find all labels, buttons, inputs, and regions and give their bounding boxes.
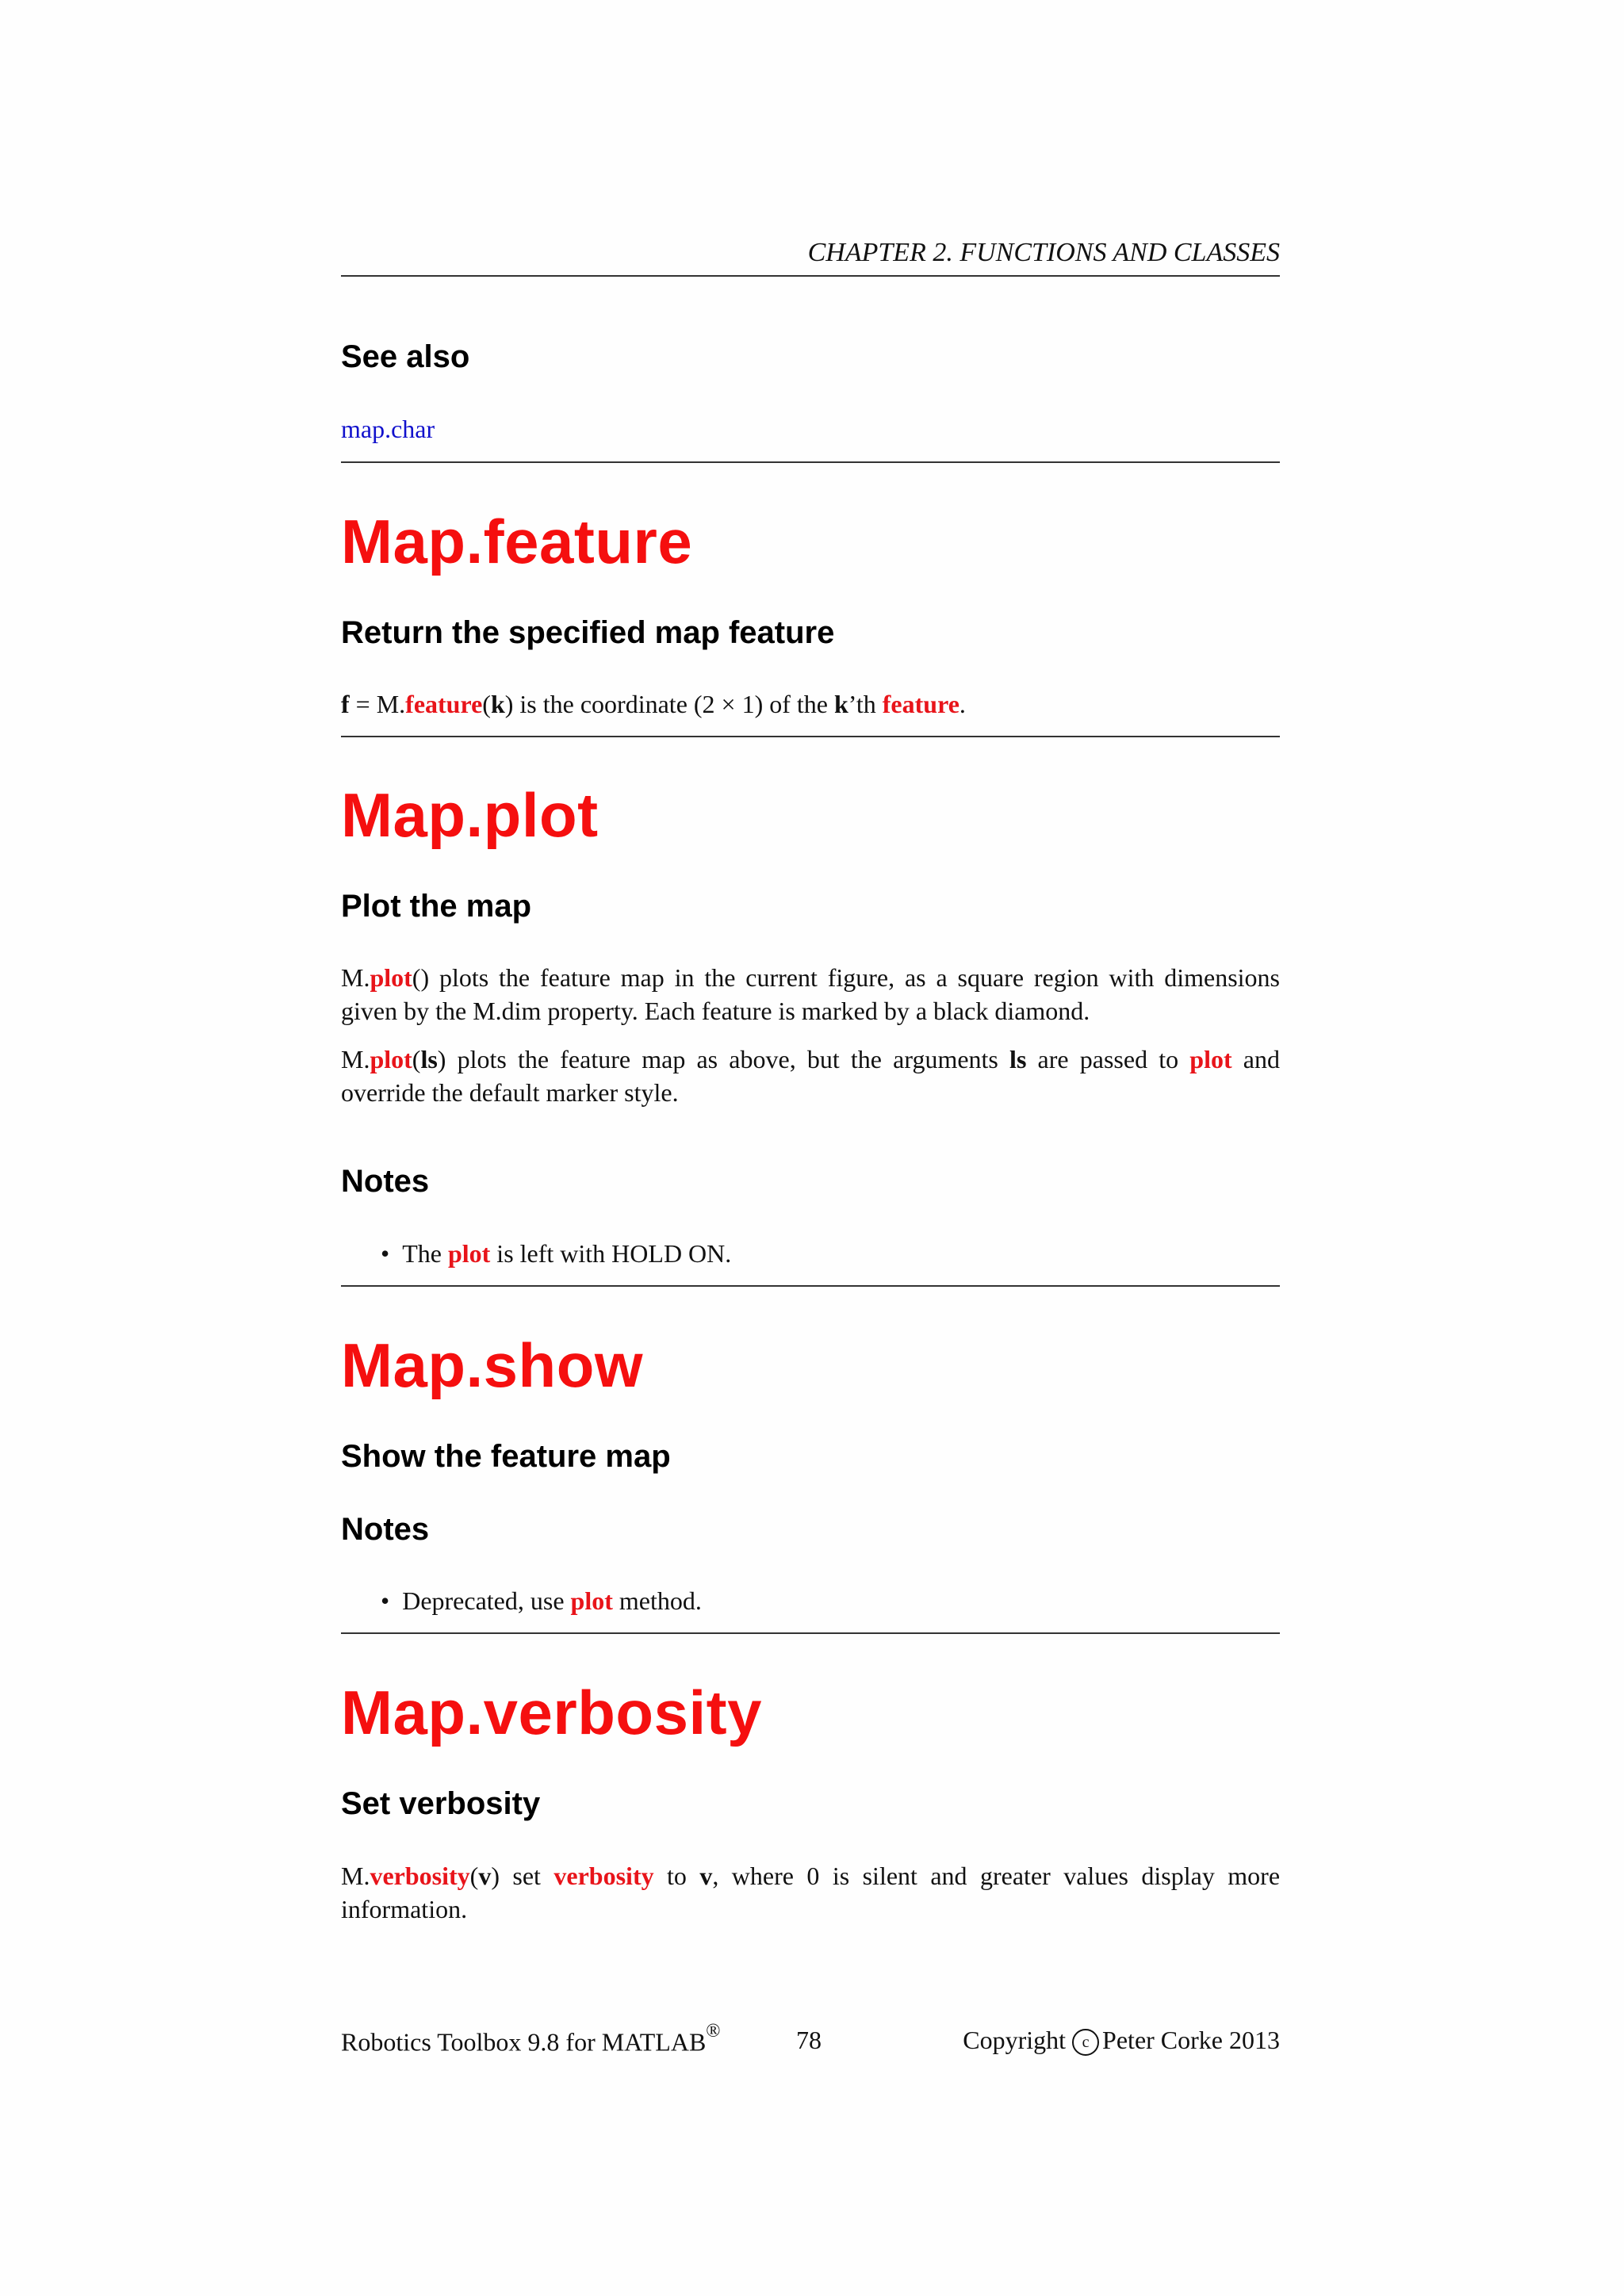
footer-book-title: Robotics Toolbox 9.8 for MATLAB®	[341, 2021, 721, 2057]
section-divider	[341, 1632, 1280, 1634]
section-divider	[341, 736, 1280, 737]
section-subtitle: Set verbosity	[341, 1786, 541, 1821]
section-subtitle: Return the specified map feature	[341, 615, 835, 650]
section-subtitle: Show the feature map	[341, 1439, 671, 1474]
footer-copyright: Copyright c Peter Corke 2013	[963, 2026, 1280, 2054]
bullet-icon: •	[381, 1239, 390, 1268]
section-divider	[341, 1285, 1280, 1287]
section-divider	[341, 461, 1280, 463]
feature-description: f = M.feature(k) is the coordinate (2 × 1) of the k’th feature.	[341, 690, 966, 718]
list-item: • Deprecated, use plot method.	[381, 1584, 702, 1617]
see-also-heading: See also	[341, 339, 470, 374]
section-title-map-verbosity: Map.verbosity	[341, 1678, 762, 1747]
verbosity-description: M.verbosity(v) set verbosity to v, where 0 is silent and greater values display more information.	[341, 1862, 1281, 1923]
registered-mark: ®	[706, 2021, 721, 2042]
map-char-link[interactable]: map.char	[341, 415, 435, 443]
see-also-paragraph	[341, 412, 1280, 446]
running-header: CHAPTER 2. FUNCTIONS AND CLASSES	[807, 238, 1280, 267]
header-rule	[341, 275, 1280, 277]
copyright-icon: c	[1072, 2029, 1099, 2056]
notes-heading: Notes	[341, 1164, 430, 1199]
plot-description-2: M.plot(ls) plots the feature map as above, but the arguments ls are passed to plot and override the default marker style.	[341, 1045, 1281, 1107]
section-title-map-feature: Map.feature	[341, 507, 693, 576]
plot-description-1: M.plot() plots the feature map in the current figure, as a square region with dimensions given by the M.dim property. Each feature is marked by a black diamond.	[341, 963, 1280, 1025]
section-subtitle: Plot the map	[341, 889, 532, 924]
bullet-icon: •	[381, 1586, 390, 1615]
list-item: • The plot is left with HOLD ON.	[381, 1237, 731, 1270]
section-title-map-show: Map.show	[341, 1330, 644, 1400]
notes-heading: Notes	[341, 1512, 430, 1547]
section-title-map-plot: Map.plot	[341, 780, 599, 850]
page-number: 78	[796, 2026, 822, 2054]
